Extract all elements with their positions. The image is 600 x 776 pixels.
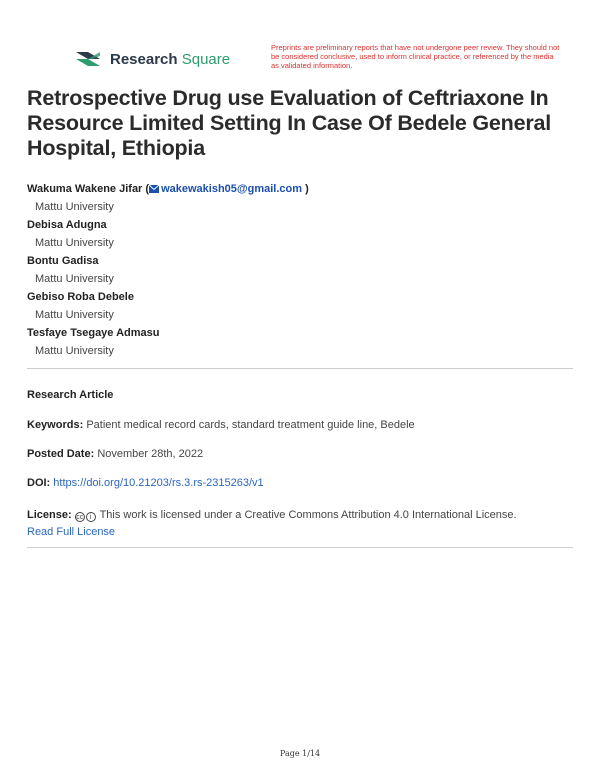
author-affiliation: Mattu University <box>35 309 114 321</box>
envelope-icon <box>149 185 159 193</box>
research-square-logo-icon <box>74 48 102 70</box>
author-name: Debisa Adugna <box>27 219 107 231</box>
author-affiliation: Mattu University <box>35 201 114 213</box>
keywords: Keywords: Patient medical record cards, standard treatment guide line, Bedele <box>27 419 415 431</box>
author-name: Gebiso Roba Debele <box>27 291 134 303</box>
article-type: Research Article <box>27 389 114 401</box>
author-affiliation: Mattu University <box>35 345 114 357</box>
author-list <box>27 180 577 360</box>
posted-date: Posted Date: November 28th, 2022 <box>27 448 204 460</box>
divider <box>27 547 573 548</box>
research-square-logo[interactable] <box>74 48 230 70</box>
doi: DOI: https://doi.org/10.21203/rs.3.rs-2315263/v1 <box>27 477 264 489</box>
read-full-license-link[interactable]: Read Full License <box>27 526 116 538</box>
attribution-icon: i <box>86 512 96 522</box>
author-name: Tesfaye Tsegaye Admasu <box>27 327 160 339</box>
brand-name: Research Square <box>110 50 231 68</box>
cc-icon: cc <box>76 514 84 521</box>
doi-link[interactable]: https://doi.org/10.21203/rs.3.rs-2315263/v1 <box>53 477 264 489</box>
author-affiliation: Mattu University <box>35 273 114 285</box>
page-number: Page 1/14 <box>279 749 321 758</box>
preprint-disclaimer: Preprints are preliminary reports that have not undergone peer review. They should not be considered conclusive, used to inform clinical practice, or referenced by the media as validated information. <box>271 43 560 70</box>
license: License: cc i This work is licensed under a Creative Commons Attribution 4.0 International License. Read Full License <box>27 509 517 538</box>
header <box>74 43 560 78</box>
author-name: Bontu Gadisa <box>27 255 99 267</box>
paper-title: Retrospective Drug use Evaluation of Ceftriaxone In Resource Limited Setting In Case Of Bedele General Hospital, Ethiopia <box>27 86 552 160</box>
author-name: Wakuma Wakene Jifar ( wakewakish05@gmail.com ) <box>27 183 309 195</box>
author-affiliation: Mattu University <box>35 237 114 249</box>
author-email-link[interactable]: wakewakish05@gmail.com <box>149 183 302 195</box>
divider <box>27 368 573 369</box>
